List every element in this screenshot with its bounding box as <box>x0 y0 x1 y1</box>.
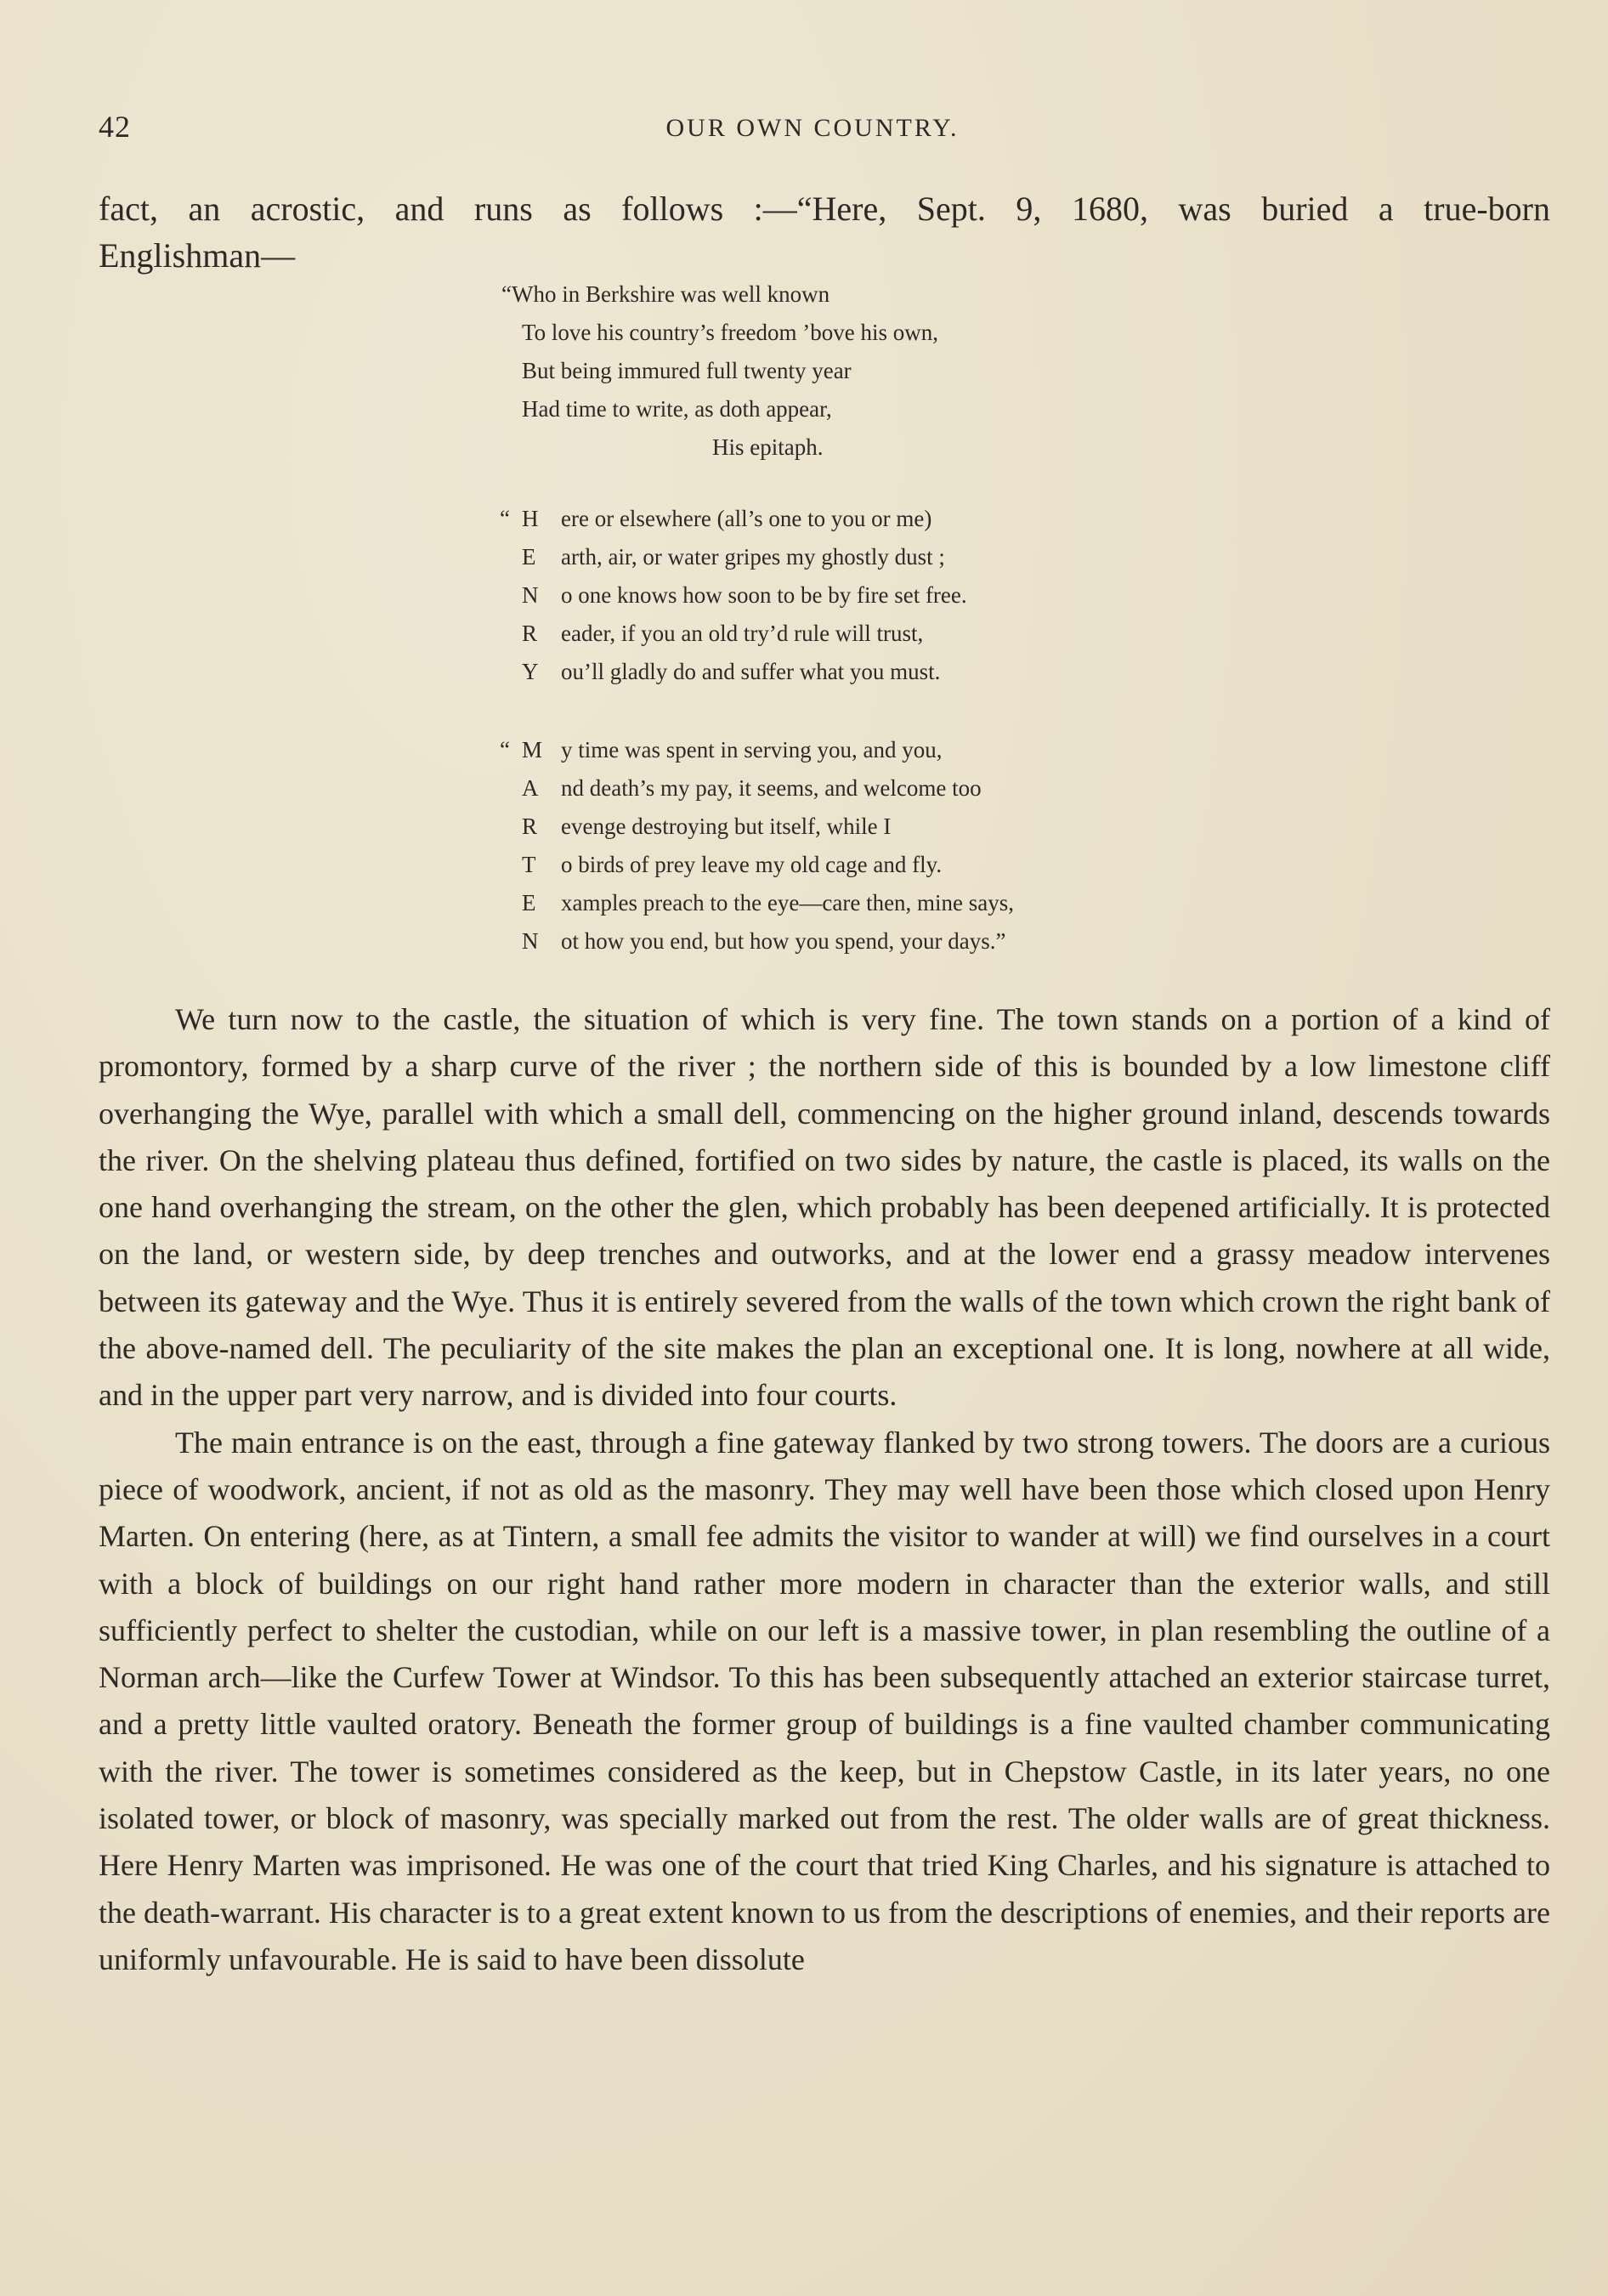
acrostic-line <box>522 808 1014 846</box>
acrostic-line <box>522 846 1014 884</box>
acrostic-letter: A <box>522 775 539 801</box>
acrostic-letter: R <box>522 814 538 839</box>
epitaph-verse <box>501 275 938 467</box>
acrostic-text: y time was spent in serving you, and you, <box>561 737 943 762</box>
verse-line: To love his country’s freedom ’bove his own, <box>522 320 939 345</box>
acrostic-text: evenge destroying but itself, while I <box>561 814 892 839</box>
acrostic-text: ere or elsewhere (all’s one to you or me) <box>561 506 932 531</box>
acrostic-line <box>522 769 1014 808</box>
verse-line: But being immured full twenty year <box>522 358 852 383</box>
running-head <box>99 102 1526 153</box>
acrostic-letter: N <box>522 928 539 954</box>
acrostic-text: ot how you end, but how you spend, your days.” <box>561 928 1006 954</box>
acrostic-text: o birds of prey leave my old cage and fly. <box>561 852 943 877</box>
acrostic-line: “ M y time was spent in serving you, and you, <box>522 731 1014 769</box>
acrostic-letter: M <box>522 737 543 762</box>
acrostic-text: nd death’s my pay, it seems, and welcome too <box>561 775 982 801</box>
running-title: OUR OWN COUNTRY. <box>665 114 960 142</box>
lead-line-2: Englishman— <box>99 236 296 275</box>
paragraph: We turn now to the castle, the situation of which is very fine. The town stands on a portion of a kind of promontory, formed by a sharp curve of the river ; the northern side of this is bounded by a low limestone cliff overhanging the Wye, parallel with which a small dell, commencing on the higher ground inland, descends towards the river. On the shelving plateau thus defined, fortified on two sides by nature, the castle is placed, its walls on the one hand overhanging the stream, on the other the glen, which probably has been deepened artificially. It is protected on the land, or western side, by deep trenches and outworks, and at the lower end a grassy meadow intervenes between its gateway and the Wye. Thus it is entirely severed from the walls of the town which crown the right bank of the above-named dell. The peculiarity of the site makes the plan an exceptional one. It is long, nowhere at all wide, and in the upper part very narrow, and is divided into four courts. <box>99 1002 1550 1413</box>
lead-line-1: fact, an acrostic, and runs as follows :—“Here, Sept. 9, 1680, was buried a true-born <box>99 190 1550 228</box>
acrostic-letter: T <box>522 852 536 877</box>
lead-text <box>99 185 1550 279</box>
verse-line: “Who in Berkshire was well known <box>501 281 830 307</box>
acrostic-letter: H <box>522 506 539 531</box>
acrostic-text: o one knows how soon to be by fire set free. <box>561 582 967 608</box>
verse-line: His epitaph. <box>712 434 824 460</box>
acrostic-text: eader, if you an old try’d rule will trust, <box>561 621 924 646</box>
acrostic-letter: E <box>522 544 536 570</box>
page-number: 42 <box>99 110 131 144</box>
acrostic-letter: E <box>522 890 536 916</box>
acrostic-text: xamples preach to the eye—care then, mine says, <box>561 890 1015 916</box>
paragraph: The main entrance is on the east, through a fine gateway flanked by two strong towers. The doors are a curious piece of woodwork, ancient, if not as old as the masonry. They may well have been those which closed upon Henry Marten. On entering (here, as at Tintern, a small fee admits the visitor to wander at will) we find ourselves in a court with a block of buildings on our right hand rather more modern in character than the exterior walls, and still sufficiently perfect to shelter the custodian, while on our left is a massive tower, in plan resembling the outline of a Norman arch—like the Curfew Tower at Windsor. To this has been subsequently attached an exterior staircase turret, and a pretty little vaulted oratory. Beneath the former group of buildings is a fine vaulted chamber communicating with the river. The tower is sometimes considered as the keep, but in Chepstow Castle, in its later years, no one isolated tower, or block of masonry, was specially marked out from the rest. The older walls are of great thickness. Here Henry Marten was imprisoned. He was one of the court that tried King Charles, and his signature is attached to the death-warrant. His character is to a great extent known to us from the descriptions of enemies, and their reports are uniformly unfavourable. He is said to have been dissolute <box>99 1425 1550 1976</box>
acrostic-line <box>522 653 967 691</box>
body-text <box>99 996 1550 1983</box>
acrostic-line <box>522 615 967 653</box>
acrostic-stanza-2 <box>500 731 1015 961</box>
acrostic-text: arth, air, or water gripes my ghostly dust ; <box>561 544 945 570</box>
acrostic-letter: Y <box>522 659 539 684</box>
acrostic-line <box>522 884 1014 922</box>
acrostic-line <box>522 576 967 615</box>
acrostic-stanza-1 <box>500 500 967 691</box>
acrostic-text: ou’ll gladly do and suffer what you must. <box>561 659 941 684</box>
acrostic-line <box>522 922 1014 961</box>
acrostic-letter: N <box>522 582 539 608</box>
acrostic-line <box>522 538 967 576</box>
acrostic-line: “ H ere or elsewhere (all’s one to you or me) <box>522 500 967 538</box>
verse-line: Had time to write, as doth appear, <box>522 396 832 422</box>
acrostic-letter: R <box>522 621 538 646</box>
